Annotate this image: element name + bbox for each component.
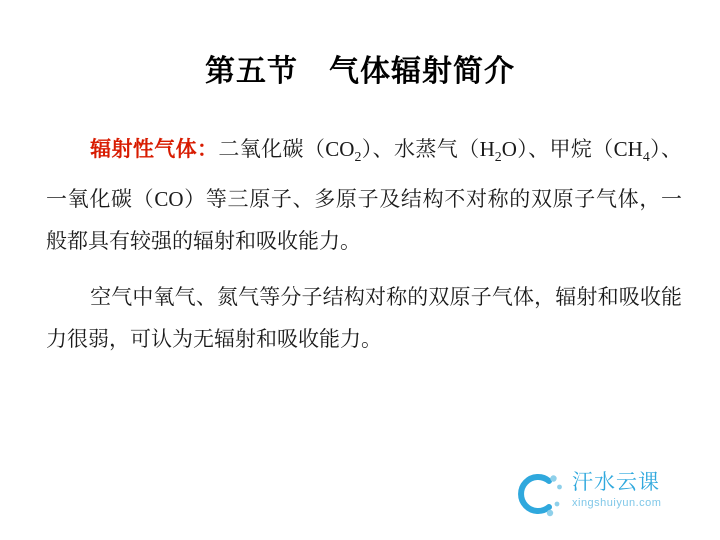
logo-name-en: xingshuiyun.com (572, 497, 662, 509)
formula-ch4 (613, 137, 650, 165)
logo-mark-icon (512, 468, 564, 520)
formula-h2o-tail: O (501, 137, 517, 161)
paragraph-1-text-4: ）、一氧化碳（ (46, 137, 683, 212)
slide-body (46, 128, 682, 360)
paragraph-1-segment-co2: 二氧化碳（ (218, 137, 326, 161)
formula-ch4-base: CH (613, 137, 643, 161)
formula-ch4-sub: 4 (642, 149, 650, 165)
paragraph-1-text-5: ）等三原子、多原子及结构不对称的双原子气体，一般都具有较强的辐射和吸收能力。 (46, 187, 682, 254)
logo-name-cn: 汗水云课 (572, 471, 660, 494)
formula-co2-sub: 2 (354, 149, 362, 165)
page-title: 第五节 气体辐射简介 (205, 55, 515, 88)
formula-h2o-base: H (479, 137, 495, 161)
formula-h2o (479, 137, 517, 165)
paragraph-1-text-2: ）、水蒸气（ (361, 137, 480, 161)
paragraph-1 (46, 128, 682, 262)
paragraph-1-text-3: ）、甲烷（ (516, 137, 614, 161)
formula-h2o-sub: 2 (494, 149, 502, 165)
watermark-logo (512, 466, 702, 524)
formula-co: CO (154, 187, 184, 212)
paragraph-1-keyword: 辐射性气体： (90, 137, 219, 161)
logo-text (572, 470, 702, 510)
paragraph-2-text: 空气中氧气、氮气等分子结构对称的双原子气体，辐射和吸收能力很弱，可认为无辐射和吸收能力。 (46, 285, 682, 352)
formula-co2 (325, 137, 362, 165)
paragraph-2 (46, 276, 682, 360)
formula-co2-base: CO (325, 137, 355, 161)
